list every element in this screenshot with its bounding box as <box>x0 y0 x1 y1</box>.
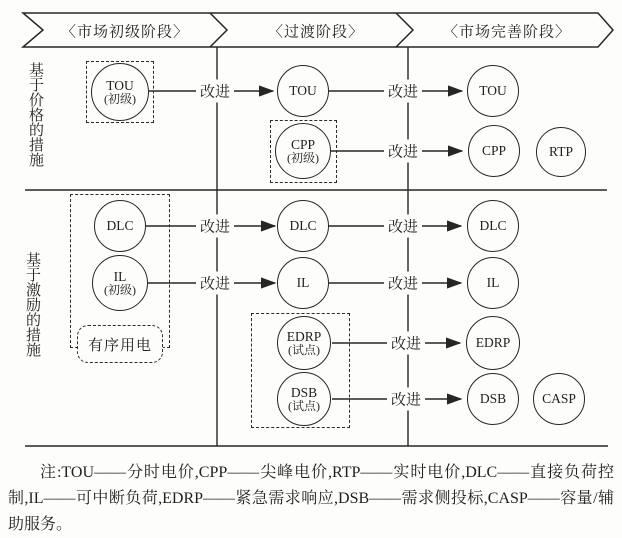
node-il-initial <box>92 255 148 311</box>
node-tou-mature <box>467 65 519 117</box>
node-title: DSB <box>290 384 318 400</box>
node-subtitle: (试点) <box>288 398 320 413</box>
stage-label-initial: 〈市场初级阶段〉 <box>60 24 190 41</box>
improve-label-tou-1: 改进 <box>196 80 234 103</box>
node-dlc-transition <box>277 200 329 252</box>
improve-label-il-1: 改进 <box>196 272 234 295</box>
improve-label-cpp: 改进 <box>384 140 422 163</box>
side-label-incentive-measures: 基于激励的措施 <box>24 252 40 357</box>
improve-label-tou-2: 改进 <box>384 80 422 103</box>
node-dsb-pilot <box>277 372 331 426</box>
improve-label-dsb: 改进 <box>387 388 425 411</box>
stage-separator-2 <box>396 13 413 47</box>
improve-label-dlc-2: 改进 <box>384 215 422 238</box>
node-title: CPP <box>481 143 507 158</box>
stage-separator-1 <box>210 13 227 47</box>
node-title: EDRP <box>286 328 322 344</box>
node-edrp-mature <box>466 316 520 370</box>
node-title: IL <box>113 268 127 284</box>
node-title: DLC <box>289 218 317 233</box>
node-dsb-mature <box>467 373 519 425</box>
orderly-power-use-box <box>77 325 163 363</box>
node-cpp-initial <box>275 123 331 179</box>
node-subtitle: (初级) <box>104 91 136 106</box>
node-edrp-pilot <box>277 316 331 370</box>
node-il-transition <box>277 257 329 309</box>
node-subtitle: (试点) <box>288 342 320 357</box>
node-tou-initial <box>91 63 149 121</box>
footnote: 注:TOU——分时电价,CPP——尖峰电价,RTP——实时电价,DLC——直接负荷控制,IL——可中断负荷,EDRP——紧急需求响应,DSB——需求侧投标,CASP——容量/辅助服务。 <box>8 464 614 533</box>
side-label-price-measures: 基于价格的措施 <box>27 62 43 167</box>
node-rtp-mature <box>536 127 586 177</box>
node-dlc-mature <box>467 200 519 252</box>
node-title: TOU <box>106 77 134 93</box>
node-title: TOU <box>479 83 507 98</box>
orderly-power-use-label: 有序用电 <box>87 337 152 354</box>
node-title: DLC <box>106 218 134 233</box>
node-title: DLC <box>479 218 507 233</box>
node-title: CASP <box>542 391 576 406</box>
node-il-mature <box>467 257 519 309</box>
improve-label-il-2: 改进 <box>384 272 422 295</box>
node-cpp-mature <box>468 125 520 177</box>
node-dlc-initial <box>94 200 146 252</box>
node-title: RTP <box>549 144 573 159</box>
stage-label-mature: 〈市场完善阶段〉 <box>442 24 572 41</box>
node-title: IL <box>486 275 500 290</box>
node-casp-mature <box>533 373 585 425</box>
improve-label-dlc-1: 改进 <box>196 215 234 238</box>
improve-label-edrp: 改进 <box>387 332 425 355</box>
node-title: DSB <box>479 391 507 406</box>
node-tou-transition <box>277 65 329 117</box>
node-title: IL <box>296 275 310 290</box>
node-title: CPP <box>290 136 316 152</box>
stage-label-transition: 〈过渡阶段〉 <box>267 24 365 41</box>
node-title: EDRP <box>475 335 511 350</box>
node-title: TOU <box>289 83 317 98</box>
node-subtitle: (初级) <box>104 282 136 297</box>
node-subtitle: (初级) <box>287 150 319 165</box>
